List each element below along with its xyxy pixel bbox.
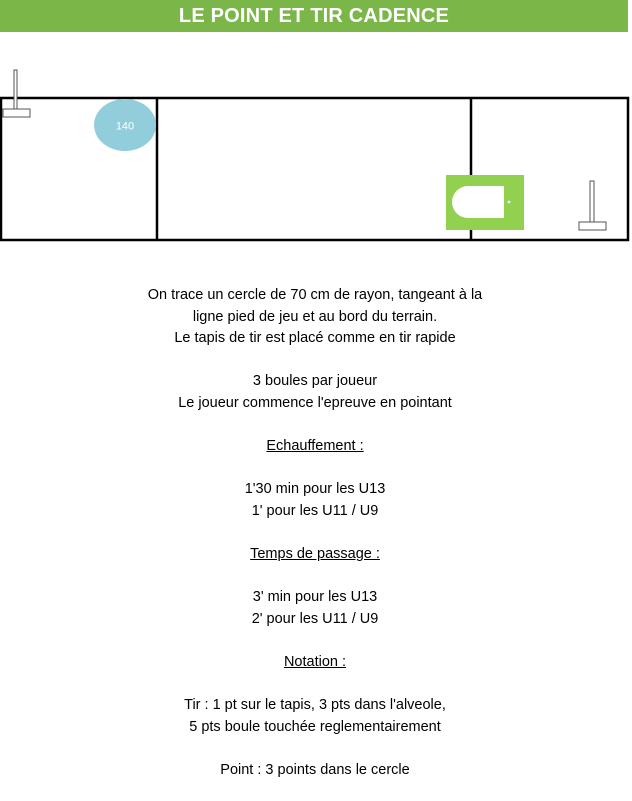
spacer [0, 631, 630, 653]
court-diagram [0, 0, 632, 260]
target-circle [94, 99, 156, 151]
warmup-u11: 1' pour les U11 / U9 [251, 502, 379, 519]
spacer [0, 415, 630, 437]
spacer [0, 350, 630, 372]
passage-heading: Temps de passage : [250, 546, 380, 563]
boules-line: 3 boules par joueur [252, 373, 378, 390]
passage-u11: 2' pour les U11 / U9 [251, 610, 379, 627]
mat-alveole [452, 186, 504, 218]
mat-target-dot [508, 201, 511, 204]
warmup-u13: 1'30 min pour les U13 [244, 481, 386, 498]
circle-label: 140 [115, 120, 135, 133]
spacer [0, 458, 630, 480]
start-line: Le joueur commence l'epreuve en pointant [178, 394, 452, 411]
intro-line-3: Le tapis de tir est placé comme en tir rapide [174, 330, 456, 347]
spacer [0, 523, 630, 545]
scoring-point: Point : 3 points dans le cercle [220, 762, 410, 779]
warmup-heading: Echauffement : [266, 438, 364, 455]
page-title: LE POINT ET TIR CADENCE [178, 4, 450, 27]
left-target-stake-icon [3, 70, 30, 117]
spacer [0, 674, 630, 696]
spacer [0, 566, 630, 588]
scoring-heading: Notation : [283, 654, 347, 671]
scoring-tir-2: 5 pts boule touchée reglementairement [189, 718, 441, 735]
passage-u13: 3' min pour les U13 [252, 589, 378, 606]
shooting-mat-icon [446, 175, 524, 230]
spacer [0, 738, 630, 760]
intro-line-1: On trace un cercle de 70 cm de rayon, tangeant à la [147, 287, 483, 303]
intro-line-2: ligne pied de jeu et au bord du terrain. [192, 308, 438, 325]
right-target-stake-icon [579, 181, 606, 230]
instructions-text [0, 285, 630, 782]
scoring-tir-1: Tir : 1 pt sur le tapis, 3 pts dans l'alveole, [184, 697, 446, 714]
